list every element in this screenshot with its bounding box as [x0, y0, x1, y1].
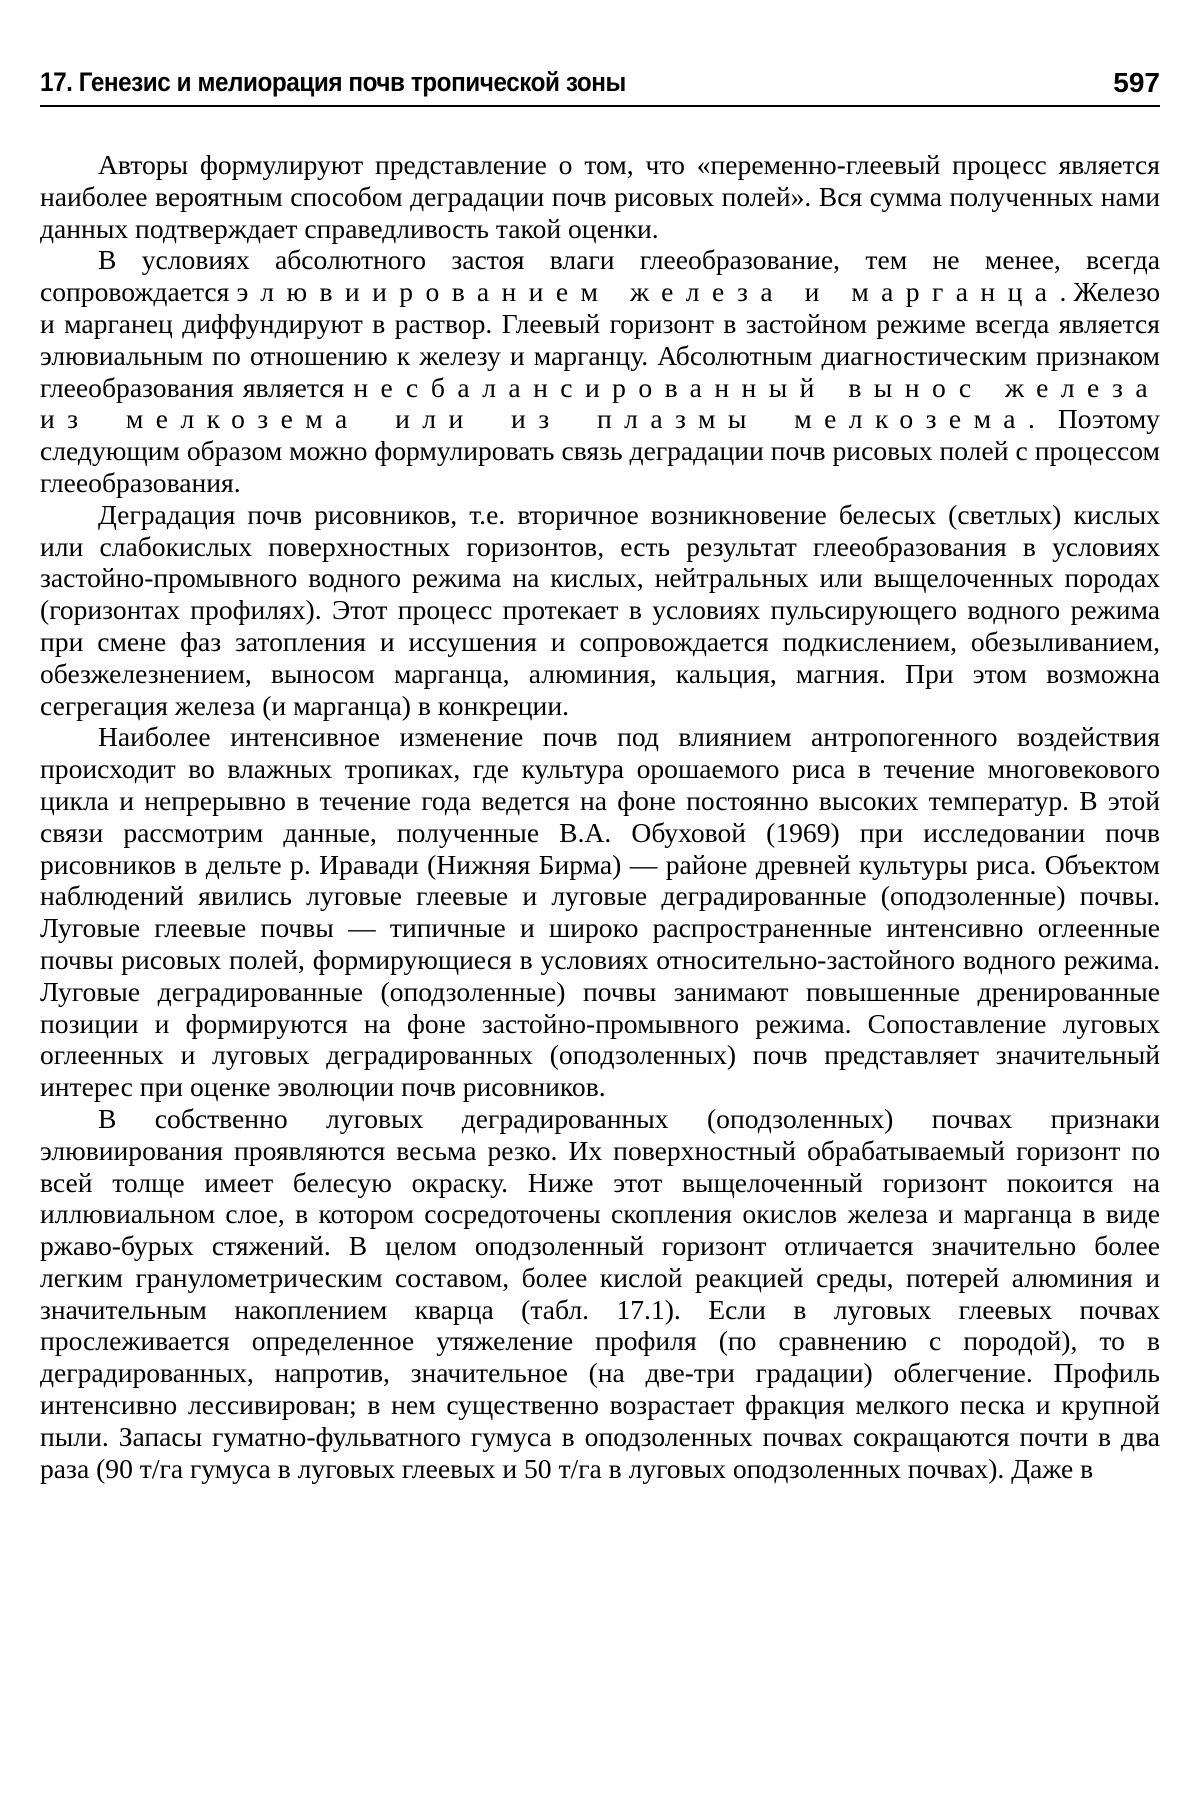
paragraph-4: Наиболее интенсивное изменение почв под влиянием антропогенного воздействия происходит во влажных тропиках, где культура орошаемого риса в течение многовекового цикла и непрерывно в течение года ведется на фоне постоянно высоких температур. В этой связи рассмотрим данные, полученные В.А. Обуховой (1969) при исследовании почв рисовников в дельте р. Иравади (Нижняя Бирма) — районе древней культуры риса. Объектом наблюдений явились луговые глеевые и луговые деградированные (оподзоленные) почвы. Луговые глеевые почвы — типичные и широко распространенные интенсивно оглеенные почвы рисовых полей, формирующиеся в условиях относительно-застойного водного режима. Луговые деградированные (оподзоленные) почвы занимают повышенные дренированные позиции и формируются на фоне застойно-промывного режима. Сопоставление луговых оглеенных и луговых деградированных (оподзоленных) почв представляет значительный интерес при оценке эволюции почв рисовников. — [40, 721, 1160, 1103]
paragraph-2-text-c: . Поэтому следующим образом можно формулировать связь деградации почв рисовых полей с процессом глееобразования. — [40, 403, 1160, 498]
paragraph-2-text-a: В условиях абсолютного застоя влаги глееобразование, тем не менее, всегда сопровождается — [40, 244, 1160, 308]
running-head: 17. Генезис и мелиорация почв тропической зоны — [40, 67, 626, 97]
emphasis-spaced-2: несбалансированный вынос железа из мелкозема или из плазмы мелкозема — [40, 371, 1161, 435]
book-page — [40, 55, 1160, 1484]
body-text — [40, 149, 1160, 1484]
paragraph-3: Деградация почв рисовников, т.е. вторичное возникновение белесых (светлых) кислых или слабокислых поверхностных горизонтов, есть результат глееобразования в условиях застойно-промывного водного режима на кислых, нейтральных или выщелоченных породах (горизонтах профилях). Этот процесс протекает в условиях пульсирующего водного режима при смене фаз затопления и иссушения и сопровождается подкислением, обезыливанием, обезжелезнением, выносом марганца, алюминия, кальция, магния. При этом возможна сегрегация железа (и марганца) в конкреции. — [40, 498, 1160, 721]
emphasis-spaced-1: элювиированием железа и марганца — [236, 276, 1060, 308]
page-header — [40, 55, 1160, 107]
paragraph-5: В собственно луговых деградированных (оподзоленных) почвах признаки элювиирования проявляются весьма резко. Их поверхностный обрабатываемый горизонт по всей толще имеет белесую окраску. Ниже этот выщелоченный горизонт покоится на иллювиальном слое, в котором сосредоточены скопления окислов железа и марганца в виде ржаво-бурых стяжений. В целом оподзоленный горизонт отличается значительно более легким гранулометрическим составом, более кислой реакцией среды, потерей алюминия и значительным накоплением кварца (табл. 17.1). Если в луговых глеевых почвах прослеживается определенное утяжеление профиля (по сравнению с породой), то в деградированных, напротив, значительное (на две-три градации) облегчение. Профиль интенсивно лессивирован; в нем существенно возрастает фракция мелкого песка и крупной пыли. Запасы гуматно-фульватного гумуса в оподзоленных почвах сокращаются почти в два раза (90 т/га гумуса в луговых глеевых и 50 т/га в луговых оподзоленных почвах). Даже в — [40, 1102, 1160, 1484]
page-number: 597 — [1113, 67, 1160, 98]
paragraph-1: Авторы формулируют представление о том, что «переменно-глеевый процесс является наиболее вероятным способом деградации почв рисовых полей». Вся сумма полученных нами данных подтверждает справедливость такой оценки. — [40, 149, 1160, 244]
paragraph-2 — [40, 244, 1160, 498]
paragraph-2-text-b: . Железо и марганец диффундируют в раствор. Глеевый горизонт в застойном режиме всегда является элювиальным по отношению к железу и марганцу. Абсолютным диагностическим признаком глееобразования является — [40, 276, 1160, 403]
